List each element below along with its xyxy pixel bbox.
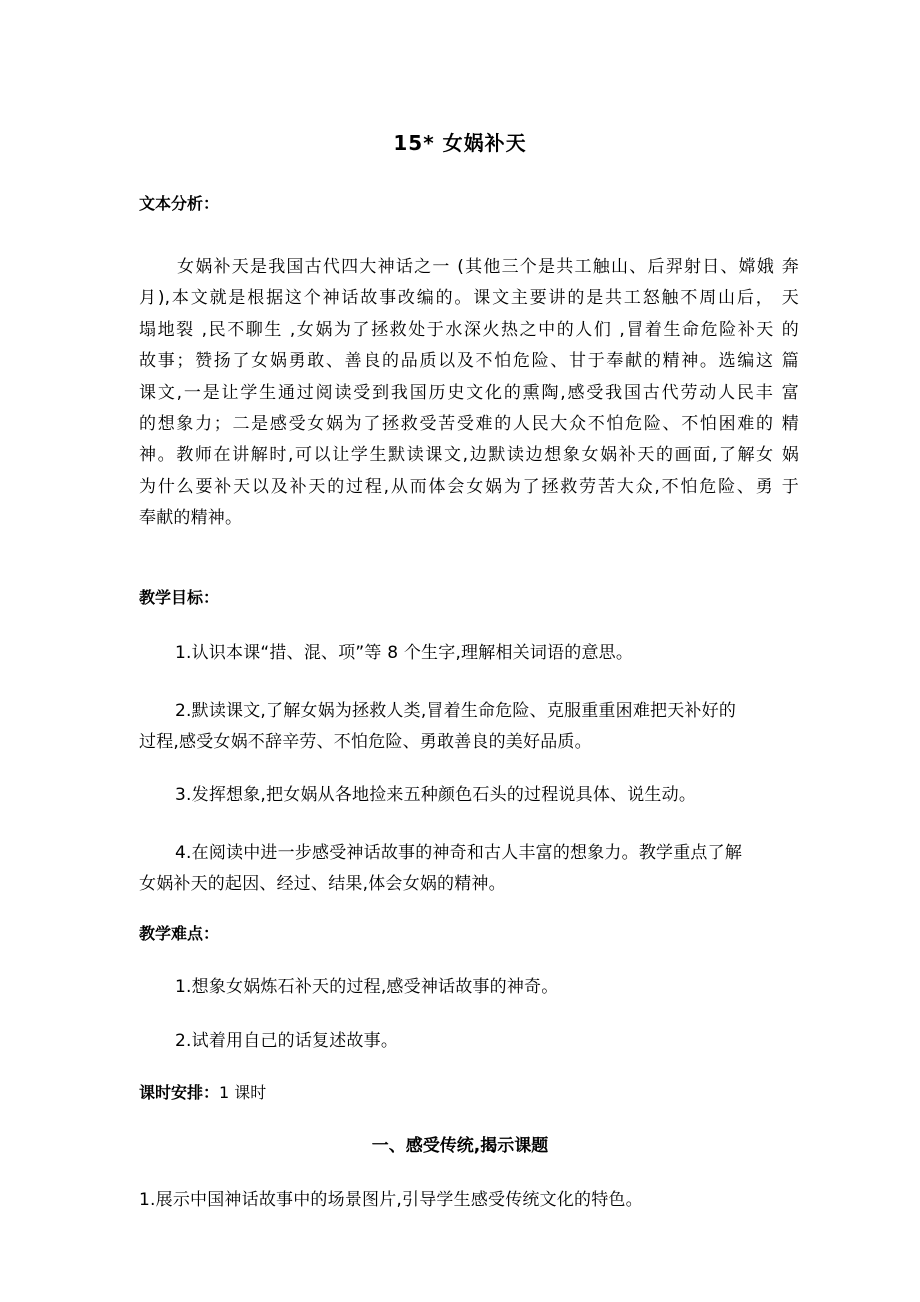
analysis-paragraph: [139, 252, 799, 535]
document-title: 15* 女娲补天: [393, 131, 527, 155]
difficulty-item: [139, 1026, 799, 1057]
analysis-line: 故事；赞扬了女娲勇敢、善良的品质以及不怕危险、甘于奉献的精神。选编这 篇: [139, 351, 799, 372]
goal-item: [139, 696, 799, 757]
goal-line: 女娲补天的起因、经过、结果,体会女娲的精神。: [139, 873, 506, 894]
goal-line: 4.在阅读中进一步感受神话故事的神奇和古人丰富的想象力。教学重点了解: [175, 843, 743, 863]
analysis-line: 的想象力；二是感受女娲为了拯救受苦受难的人民大众不怕危险、不怕困难的 精: [139, 414, 799, 435]
goals-heading: 教学目标：: [139, 588, 220, 607]
section-title: 一、感受传统,揭示课题: [371, 1136, 549, 1156]
analysis-heading: 文本分析：: [139, 194, 220, 213]
goal-item: [139, 638, 799, 669]
goal-item: [139, 780, 799, 811]
analysis-line: 月),本文就是根据这个神话故事改编的。课文主要讲的是共工怒触不周山后， 天: [139, 288, 799, 309]
analysis-line: 为什么要补天以及补天的过程,从而体会女娲为了拯救劳苦大众,不怕危险、勇 于: [139, 476, 799, 497]
difficulty-line: 2.试着用自己的话复述故事。: [175, 1031, 399, 1051]
difficulties-heading: 教学难点：: [139, 924, 220, 943]
analysis-line: 塌地裂 ,民不聊生 ,女娲为了拯救处于水深火热之中的人们 ,冒着生命危险补天 的: [139, 319, 799, 340]
goal-line: 过程,感受女娲不辞辛劳、不怕危险、勇敢善良的美好品质。: [139, 731, 592, 752]
schedule-value: 1 课时: [219, 1083, 267, 1102]
schedule-label: 课时安排：: [139, 1083, 220, 1102]
difficulty-item: [139, 972, 799, 1003]
section-paragraph: [139, 1185, 799, 1216]
section-line: 1.展示中国神话故事中的场景图片,引导学生感受传统文化的特色。: [139, 1190, 643, 1210]
goal-item: [139, 838, 799, 899]
schedule-row: [139, 1081, 266, 1105]
difficulty-line: 1.想象女娲炼石补天的过程,感受神话故事的神奇。: [175, 977, 559, 997]
analysis-line: 课文,一是让学生通过阅读受到我国历史文化的熏陶,感受我国古代劳动人民丰 富: [139, 382, 799, 403]
goal-line: 2.默读课文,了解女娲为拯救人类,冒着生命危险、克服重重困难把天补好的: [175, 701, 737, 721]
analysis-line: 奉献的精神。: [139, 508, 243, 529]
analysis-line: 女娲补天是我国古代四大神话之一 (其他三个是共工触山、后羿射日、嫦娥 奔: [177, 257, 799, 277]
goal-line: 3.发挥想象,把女娲从各地捡来五种颜色石头的过程说具体、说生动。: [175, 785, 697, 805]
analysis-line: 神。教师在讲解时,可以让学生默读课文,边默读边想象女娲补天的画面,了解女 娲: [139, 445, 799, 466]
goal-line: 1.认识本课“措、混、项”等 8 个生字,理解相关词语的意思。: [175, 643, 634, 663]
